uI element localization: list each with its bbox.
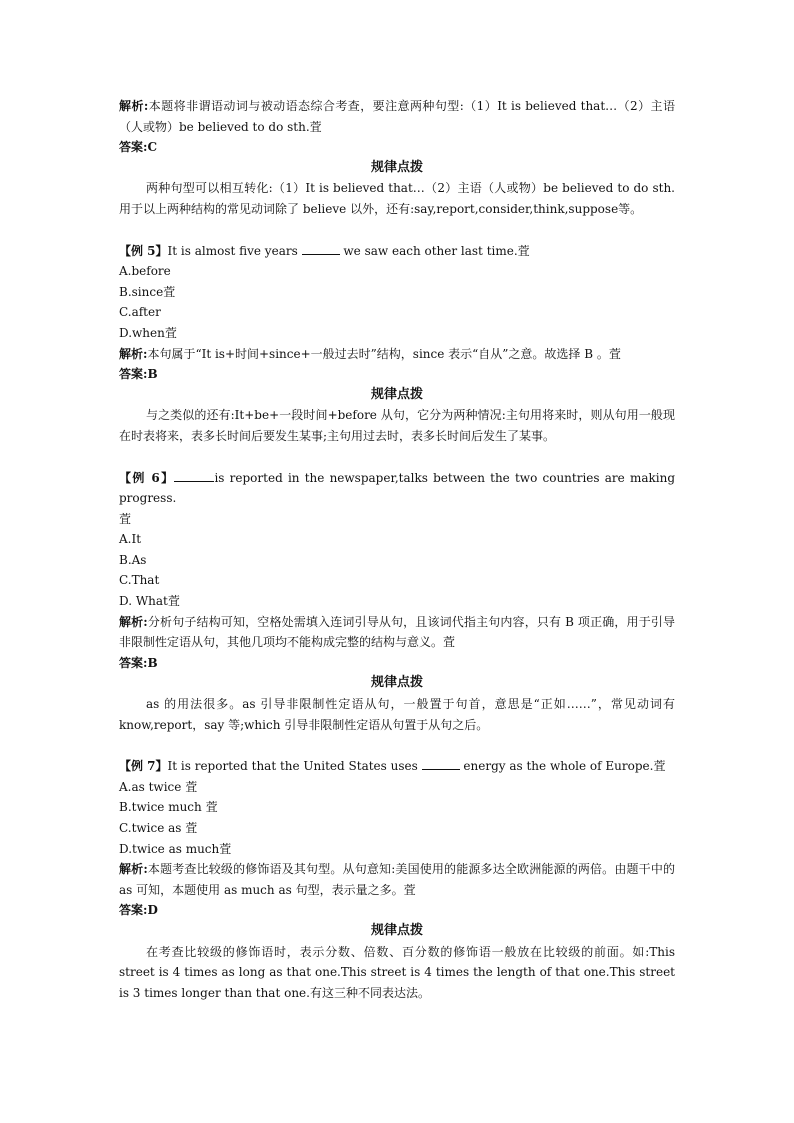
paragraph-mark: 萓 bbox=[164, 325, 177, 340]
rule-text: as 的用法很多。as 引导非限制性定语从句，一般置于句首，意思是“正如……”，常见动词有 know,report，say 等;which 引导非限制性定语从句置于从句之后。 bbox=[119, 697, 675, 732]
question-text-after: energy as the whole of Europe. bbox=[459, 759, 654, 774]
question-tag: 【例 5】 bbox=[119, 243, 168, 258]
answer-blank bbox=[174, 469, 214, 482]
option-c: C.after bbox=[119, 305, 161, 320]
paragraph-mark: 萓 bbox=[163, 284, 176, 299]
analysis-paragraph bbox=[119, 859, 675, 900]
answer-label: 答案: bbox=[119, 903, 148, 918]
paragraph-mark: 萓 bbox=[653, 759, 666, 774]
question-text-before: It is almost five years bbox=[167, 243, 302, 258]
paragraph-mark-line bbox=[119, 509, 675, 530]
answer-label: 答案: bbox=[119, 140, 148, 155]
question-stem bbox=[119, 241, 675, 262]
question-stem bbox=[119, 468, 675, 509]
paragraph-mark: 萓 bbox=[309, 119, 322, 134]
analysis-text: 本题考查比较级的修饰语及其句型。从句意知:美国使用的能源多达全欧洲能源的两倍。由题干中的 as 可知，本题使用 as much as 句型，表示量之多。 bbox=[119, 862, 676, 897]
answer-value: B bbox=[147, 655, 158, 670]
answer-value: C bbox=[147, 140, 157, 155]
option-d: D. What萓 bbox=[119, 594, 180, 609]
paragraph-mark: 萓 bbox=[517, 243, 530, 258]
option-c: C.That bbox=[119, 573, 160, 588]
analysis-text: 本句属于“It is+时间+since+一般过去时”结构，since 表示“自从”之意。故选择 B 。 bbox=[147, 346, 609, 361]
rule-text: 与之类似的还有:It+be+一段时间+before 从句，它分为两种情况:主句用将来时，则从句用一般现在时表将来，表多长时间后要发生某事;主句用过去时，表多长时间后发生了某事。 bbox=[119, 408, 675, 443]
option-b: B.As bbox=[119, 552, 147, 567]
question-text-after: is reported in the newspaper,talks between the two countries are making progress. bbox=[119, 470, 676, 506]
rule-text: 在考查比较级的修饰语时，表示分数、倍数、百分数的修饰语一般放在比较级的前面。如:This street is 4 times as long as that one.This street is 4 times the length of that one.This street is 3 times longer than that one.有这三种不同表达法。 bbox=[119, 944, 675, 1000]
document-content bbox=[119, 96, 675, 1003]
answer-line bbox=[119, 900, 675, 921]
spacer bbox=[119, 220, 675, 241]
analysis-text: 本题将非谓语动词与被动语态综合考查，要注意两种句型:（1）It is believed that…（2）主语（人或物）be believed to do sth. bbox=[119, 99, 675, 134]
analysis-paragraph bbox=[119, 344, 675, 365]
answer-blank bbox=[302, 242, 340, 255]
answer-line bbox=[119, 364, 675, 385]
rule-text: 两种句型可以相互转化:（1）It is believed that…（2）主语（人或物）be believed to do sth.用于以上两种结构的常见动词除了 believe 以外，还有:say,report,consider,think,suppose等。 bbox=[119, 181, 675, 216]
option-a: A.It bbox=[119, 532, 142, 547]
question-text-after: we saw each other last time. bbox=[339, 243, 518, 258]
rule-heading: 规律点拨 bbox=[370, 386, 423, 402]
question-tag: 【例 6】 bbox=[119, 470, 175, 485]
spacer bbox=[119, 735, 675, 756]
option-c: C.twice as 萓 bbox=[119, 821, 198, 835]
question-text-before: It is reported that the United States uses bbox=[167, 759, 422, 774]
paragraph-mark: 萓 bbox=[443, 635, 456, 650]
rule-heading: 规律点拨 bbox=[370, 922, 423, 938]
option-b: B.since萓 bbox=[119, 284, 176, 299]
rule-heading: 规律点拨 bbox=[370, 159, 423, 175]
analysis-paragraph bbox=[119, 612, 675, 653]
answer-value: B bbox=[147, 367, 158, 382]
option-b: B.twice much 萓 bbox=[119, 800, 218, 815]
paragraph-mark: 萓 bbox=[185, 779, 198, 794]
analysis-paragraph bbox=[119, 96, 675, 137]
answer-value: D bbox=[147, 903, 158, 918]
answer-blank bbox=[422, 757, 460, 770]
paragraph-mark: 萓 bbox=[219, 841, 232, 856]
paragraph-mark: 萓 bbox=[205, 800, 218, 815]
paragraph-mark: 萓 bbox=[119, 511, 132, 526]
analysis-label: 解析: bbox=[119, 614, 148, 629]
answer-label: 答案: bbox=[119, 655, 148, 670]
rule-heading: 规律点拨 bbox=[370, 675, 423, 691]
analysis-text: 分析句子结构可知，空格处需填入连词引导从句，且该词代指主句内容，只有 B 项正确，用于引导非限制性定语从句，其他几项均不能构成完整的结构与意义。 bbox=[119, 614, 676, 650]
spacer bbox=[119, 447, 675, 468]
option-d: D.twice as much萓 bbox=[119, 841, 232, 856]
paragraph-mark: 萓 bbox=[403, 882, 416, 897]
paragraph-mark: 萓 bbox=[167, 594, 180, 609]
option-a: A.as twice 萓 bbox=[119, 779, 198, 794]
paragraph-mark: 萓 bbox=[185, 821, 198, 835]
option-a: A.before bbox=[119, 264, 171, 279]
paragraph-mark: 萓 bbox=[608, 346, 621, 361]
question-stem bbox=[119, 756, 675, 777]
analysis-label: 解析: bbox=[119, 346, 148, 361]
answer-label: 答案: bbox=[119, 367, 148, 382]
analysis-label: 解析: bbox=[119, 862, 148, 877]
analysis-label: 解析: bbox=[119, 99, 149, 113]
answer-line bbox=[119, 653, 675, 674]
answer-line bbox=[119, 137, 675, 158]
question-tag: 【例 7】 bbox=[119, 759, 168, 774]
option-d: D.when萓 bbox=[119, 325, 177, 340]
